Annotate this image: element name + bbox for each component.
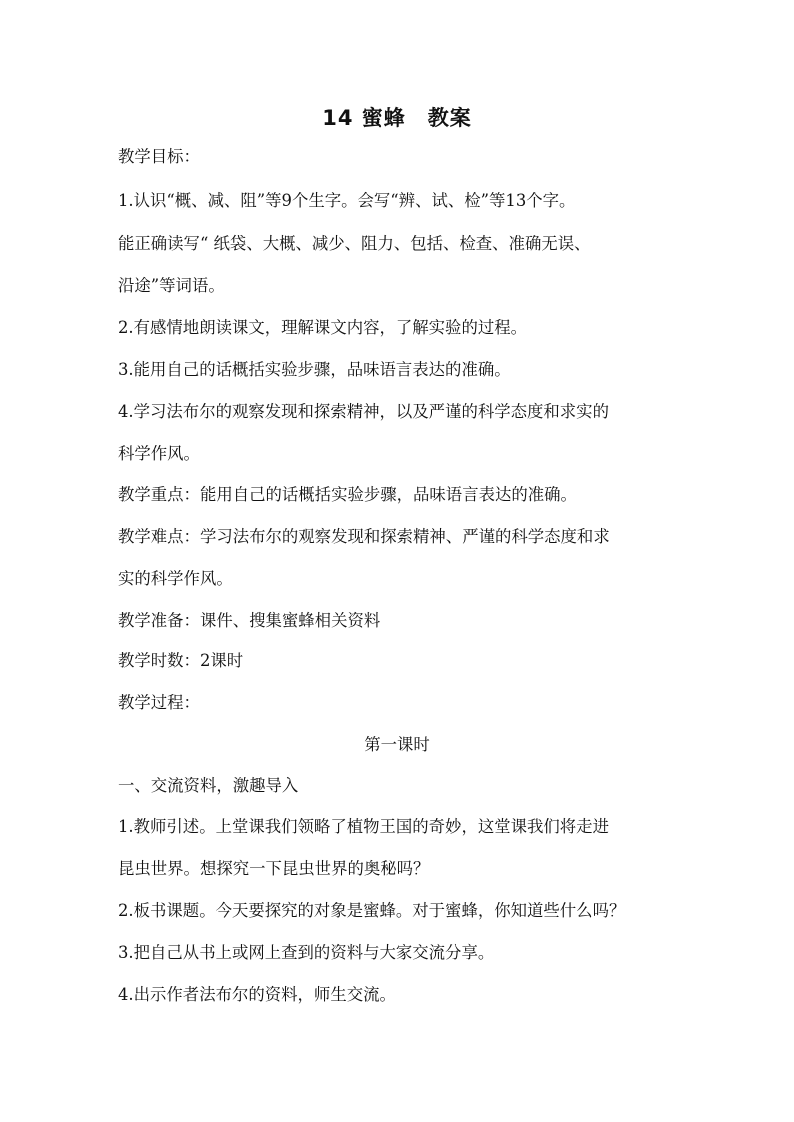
goal-4-line-2: 科学作风。 bbox=[118, 444, 200, 463]
teaching-key-point: 教学重点：能用自己的话概括实验步骤，品味语言表达的准确。 bbox=[118, 485, 577, 504]
heading-teaching-process: 教学过程： bbox=[118, 693, 200, 712]
goal-1-line-1: 1.认识“概、减、阻”等9个生字。会写“辨、试、检”等13个字。 bbox=[118, 191, 576, 210]
teaching-hours: 教学时数：2课时 bbox=[118, 651, 244, 670]
step-1-item-3: 3.把自己从书上或网上查到的资料与大家交流分享。 bbox=[118, 943, 495, 962]
goal-4-line-1: 4.学习法布尔的观察发现和探索精神，以及严谨的科学态度和求实的 bbox=[118, 402, 609, 421]
step-1-item-2: 2.板书课题。今天要探究的对象是蜜蜂。对于蜜蜂，你知道些什么吗？ bbox=[118, 901, 626, 920]
step-1-item-4: 4.出示作者法布尔的资料，师生交流。 bbox=[118, 985, 396, 1004]
teaching-preparation: 教学准备：课件、搜集蜜蜂相关资料 bbox=[118, 611, 381, 630]
document-title: 14 蜜蜂 教案 bbox=[322, 106, 472, 130]
heading-teaching-goals: 教学目标： bbox=[118, 147, 200, 166]
step-1-item-1-line-2: 昆虫世界。想探究一下昆虫世界的奥秘吗？ bbox=[118, 859, 430, 878]
step-1-heading: 一、交流资料，激趣导入 bbox=[118, 776, 299, 795]
goal-1-line-2: 能正确读写“ 纸袋、大概、减少、阻力、包括、检查、准确无误、 bbox=[118, 234, 591, 253]
goal-1-line-3: 沿途”等词语。 bbox=[118, 276, 225, 295]
section-first-lesson: 第一课时 bbox=[364, 735, 430, 754]
teaching-difficulty-line-1: 教学难点：学习法布尔的观察发现和探索精神、严谨的科学态度和求 bbox=[118, 527, 610, 546]
goal-3: 3.能用自己的话概括实验步骤，品味语言表达的准确。 bbox=[118, 360, 511, 379]
goal-2: 2.有感情地朗读课文，理解课文内容，了解实验的过程。 bbox=[118, 318, 528, 337]
teaching-difficulty-line-2: 实的科学作风。 bbox=[118, 569, 233, 588]
step-1-item-1-line-1: 1.教师引述。上堂课我们领略了植物王国的奇妙，这堂课我们将走进 bbox=[118, 817, 609, 836]
